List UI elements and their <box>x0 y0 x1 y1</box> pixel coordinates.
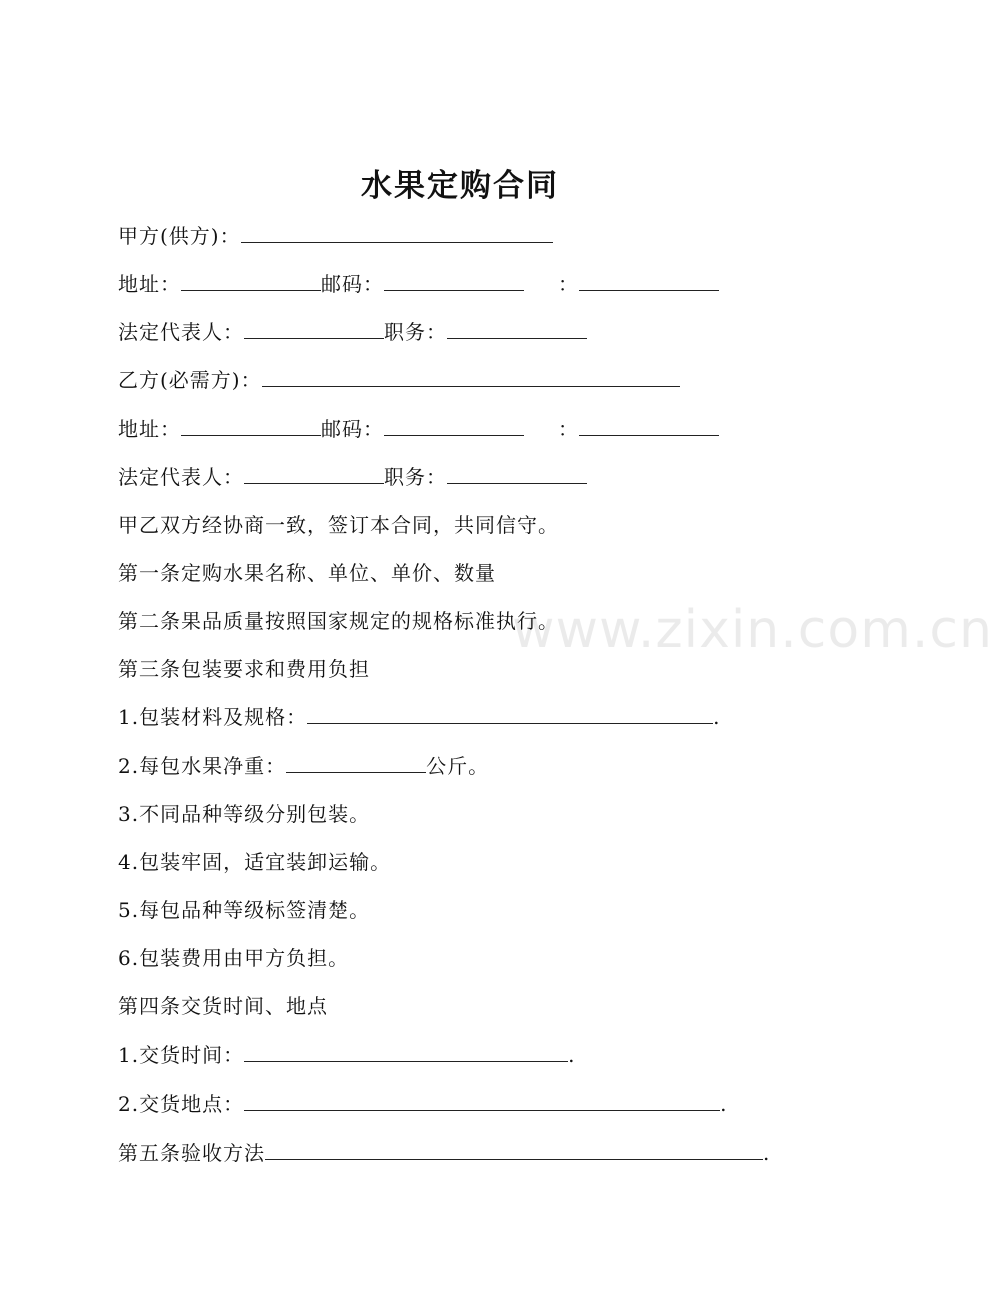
party-b-line <box>118 366 680 394</box>
phone-b-blank[interactable] <box>579 415 719 436</box>
rep-a-label: 法定代表人： <box>118 320 244 344</box>
article-3-item-6: 6.包装费用由甲方负担。 <box>118 946 350 970</box>
article-3-item-4: 4.包装牢固，适宜装卸运输。 <box>118 850 392 874</box>
colon-b-label: ： <box>558 417 579 441</box>
packaging-material-label: 1.包装材料及规格： <box>118 705 308 729</box>
rep-b-label: 法定代表人： <box>118 465 244 489</box>
delivery-place-end: . <box>720 1092 728 1116</box>
colon-a-label: ： <box>558 272 579 296</box>
phone-a-blank[interactable] <box>579 270 719 291</box>
article-1: 第一条定购水果名称、单位、单价、数量 <box>118 561 496 585</box>
position-a-label: 职务： <box>384 320 447 344</box>
party-a-address-line <box>118 270 719 298</box>
party-a-rep-line <box>118 318 587 346</box>
article-4-item-1 <box>118 1041 575 1069</box>
party-b-rep-line <box>118 463 587 491</box>
party-a-blank[interactable] <box>241 222 553 243</box>
packaging-material-end: . <box>713 705 721 729</box>
position-b-label: 职务： <box>384 465 447 489</box>
article-5 <box>118 1139 770 1167</box>
zip-a-blank[interactable] <box>384 270 524 291</box>
article-4: 第四条交货时间、地点 <box>118 994 328 1018</box>
position-b-blank[interactable] <box>447 463 587 484</box>
zip-a-label: 邮码： <box>321 272 384 296</box>
delivery-place-label: 2.交货地点： <box>118 1092 245 1116</box>
delivery-time-blank[interactable] <box>244 1041 568 1062</box>
net-weight-label: 2.每包水果净重： <box>118 754 287 778</box>
inspection-method-blank[interactable] <box>265 1139 763 1160</box>
delivery-time-end: . <box>568 1043 576 1067</box>
party-b-blank[interactable] <box>262 366 680 387</box>
zip-b-blank[interactable] <box>384 415 524 436</box>
article-4-item-2 <box>118 1090 727 1118</box>
zip-b-label: 邮码： <box>321 417 384 441</box>
address-a-label: 地址： <box>118 272 181 296</box>
article-3-item-5: 5.每包品种等级标签清楚。 <box>118 898 371 922</box>
net-weight-blank[interactable] <box>286 752 426 773</box>
party-b-label: 乙方(必需方)： <box>118 368 262 392</box>
rep-a-blank[interactable] <box>244 318 384 339</box>
inspection-method-end: . <box>763 1141 771 1165</box>
address-a-blank[interactable] <box>181 270 321 291</box>
address-b-blank[interactable] <box>181 415 321 436</box>
net-weight-unit: 公斤。 <box>426 754 490 778</box>
article-2: 第二条果品质量按照国家规定的规格标准执行。 <box>118 609 559 633</box>
delivery-place-blank[interactable] <box>244 1090 720 1111</box>
intro-text: 甲乙双方经协商一致，签订本合同，共同信守。 <box>118 513 559 537</box>
packaging-material-blank[interactable] <box>307 703 713 724</box>
article-3: 第三条包装要求和费用负担 <box>118 657 370 681</box>
party-a-label: 甲方(供方)： <box>118 224 241 248</box>
position-a-blank[interactable] <box>447 318 587 339</box>
article-3-item-2 <box>118 752 489 780</box>
watermark: www.zixin.com.cn <box>512 600 993 660</box>
party-b-address-line <box>118 415 719 443</box>
article-3-item-1 <box>118 703 720 731</box>
address-b-label: 地址： <box>118 417 181 441</box>
party-a-line <box>118 222 553 250</box>
delivery-time-label: 1.交货时间： <box>118 1043 245 1067</box>
article-3-item-3: 3.不同品种等级分别包装。 <box>118 802 371 826</box>
document-title: 水果定购合同 <box>361 168 559 204</box>
inspection-method-label: 第五条验收方法 <box>118 1141 265 1165</box>
rep-b-blank[interactable] <box>244 463 384 484</box>
